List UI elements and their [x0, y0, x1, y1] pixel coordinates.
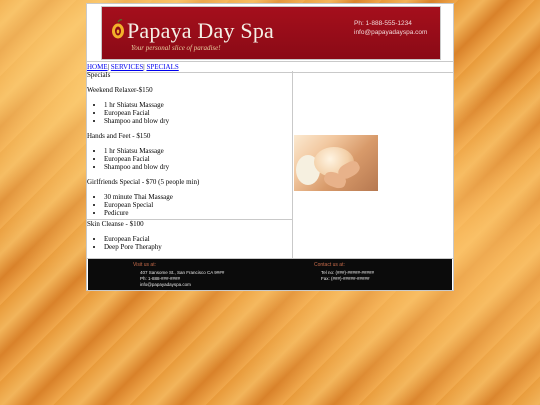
nav-separator: | — [107, 63, 110, 71]
footer-visit-title: Visit us at: — [133, 262, 156, 268]
list-item: • Pedicure — [104, 209, 292, 217]
footer-tel: Tel no: (###)-#####-##### — [321, 270, 375, 275]
footer-address: 407 Sansome St., San Francisco CA 9### — [140, 270, 225, 275]
papaya-logo-icon — [111, 19, 125, 39]
header-email[interactable]: info@papayadayspa.com — [354, 29, 428, 36]
special-list — [87, 193, 292, 217]
tagline: Your personal slice of paradise! — [131, 44, 221, 52]
special-list — [87, 147, 292, 171]
header-banner — [101, 6, 441, 60]
header-phone: Ph: 1-888-555-1234 — [354, 20, 412, 27]
special-title: Girlfriends Special - $70 (5 people min) — [87, 178, 200, 186]
nav-link-specials[interactable]: SPECIALS — [146, 63, 179, 71]
footer-phone: Ph: 1-888-###-#### — [140, 276, 181, 281]
special-title: Skin Cleanse - $100 — [87, 220, 144, 228]
list-item: • Shampoo and blow dry — [104, 163, 292, 171]
section-heading: Specials — [87, 71, 111, 79]
list-item: • European Special — [104, 201, 292, 209]
skin-cleanse-panel — [87, 220, 293, 259]
page-container — [86, 3, 454, 291]
list-item: • European Facial — [104, 109, 292, 117]
list-item: • Shampoo and blow dry — [104, 117, 292, 125]
special-list — [87, 101, 292, 125]
footer-contact-title: Contact us at: — [314, 262, 345, 268]
massage-photo — [294, 135, 378, 191]
image-panel — [293, 71, 453, 259]
list-item: • 30 minute Thai Massage — [104, 193, 292, 201]
nav-separator: | — [143, 63, 145, 71]
site-logo-text[interactable]: Papaya Day Spa — [127, 18, 274, 43]
header-contact — [354, 19, 427, 37]
nav-link-home[interactable]: HOME — [87, 63, 108, 71]
special-list — [87, 235, 292, 251]
list-item: • Deep Pore Theraphy — [104, 243, 292, 251]
footer — [88, 259, 452, 290]
list-item: • 1 hr Shiatsu Massage — [104, 101, 292, 109]
list-item: • European Facial — [104, 155, 292, 163]
footer-email[interactable]: info@papayadayspa.com — [140, 282, 191, 287]
list-item: • 1 hr Shiatsu Massage — [104, 147, 292, 155]
nav-link-services[interactable]: SERVICES — [110, 63, 144, 71]
specials-panel — [87, 71, 293, 220]
special-title: Hands and Feet - $150 — [87, 132, 151, 140]
list-item: • European Facial — [104, 235, 292, 243]
footer-fax: Fax: (###)-#####-##### — [321, 276, 370, 281]
special-title: Weekend Relaxer-$150 — [87, 86, 153, 94]
